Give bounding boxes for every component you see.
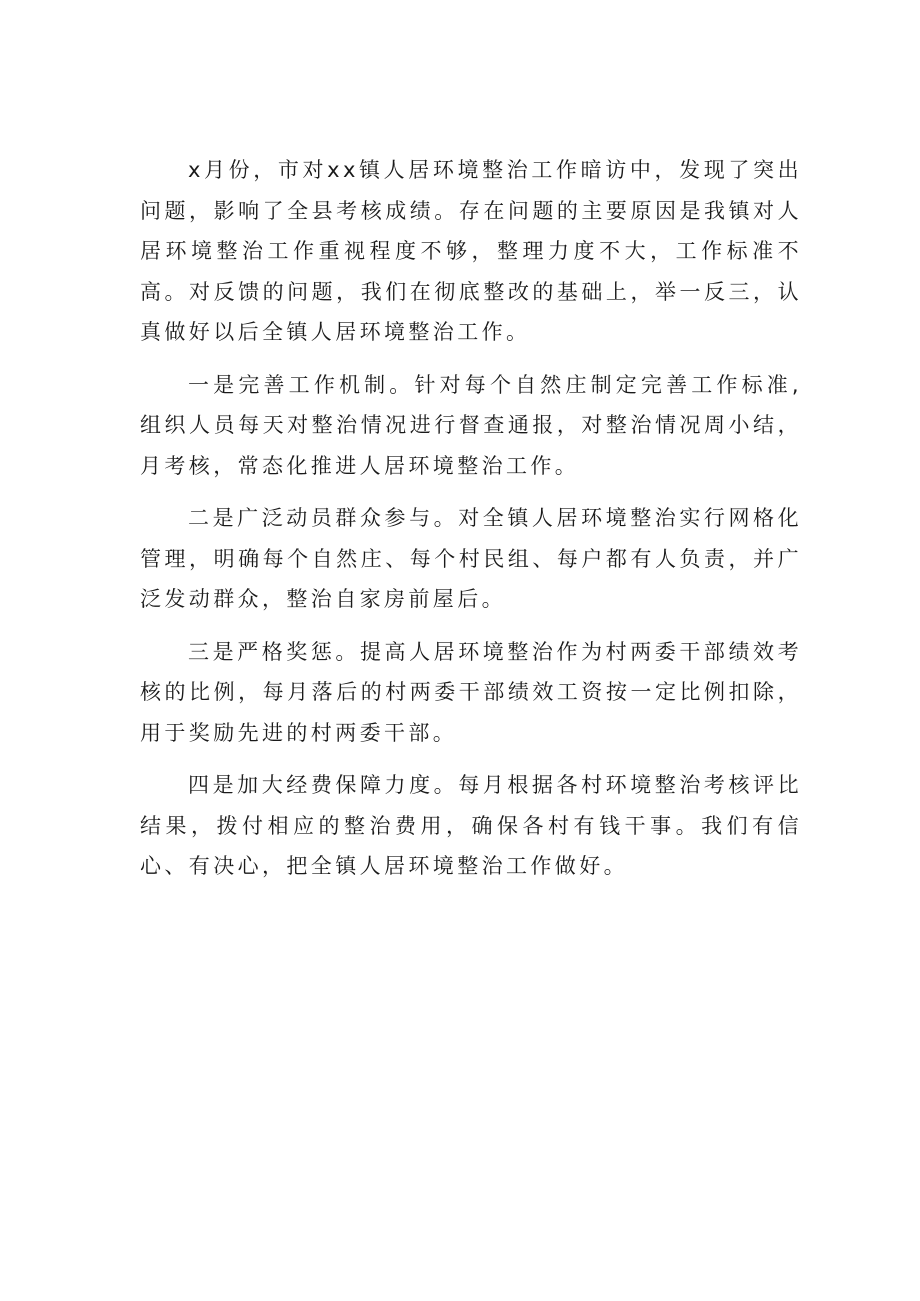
paragraph-funding: 四是加大经费保障力度。每月根据各村环境整治考核评比结果，拨付相应的整治费用，确保各村有钱干事。我们有信心、有决心，把全镇人居环境整治工作做好。 xyxy=(140,773,802,878)
paragraph-rewards-penalties: 三是严格奖惩。提高人居环境整治作为村两委干部绩效考核的比例，每月落后的村两委干部绩效工资按一定比例扣除，用于奖励先进的村两委干部。 xyxy=(140,639,802,745)
paragraph-intro: x月份，市对xx镇人居环境整治工作暗访中，发现了突出问题，影响了全县考核成绩。存在问题的主要原因是我镇对人居环境整治工作重视程度不够，整理力度不大，工作标准不高。对反馈的问题，我们在彻底整改的基础上，举一反三，认真做好以后全镇人居环境整治工作。 xyxy=(140,158,802,344)
document-body xyxy=(140,150,802,899)
paragraph-mobilize-public: 二是广泛动员群众参与。对全镇人居环境整治实行网格化管理，明确每个自然庄、每个村民组、每户都有人负责，并广泛发动群众，整治自家房前屋后。 xyxy=(140,506,802,611)
paragraph-work-mechanism: 一是完善工作机制。针对每个自然庄制定完善工作标准,组织人员每天对整治情况进行督查通报，对整治情况周小结，月考核，常态化推进人居环境整治工作。 xyxy=(140,372,802,478)
